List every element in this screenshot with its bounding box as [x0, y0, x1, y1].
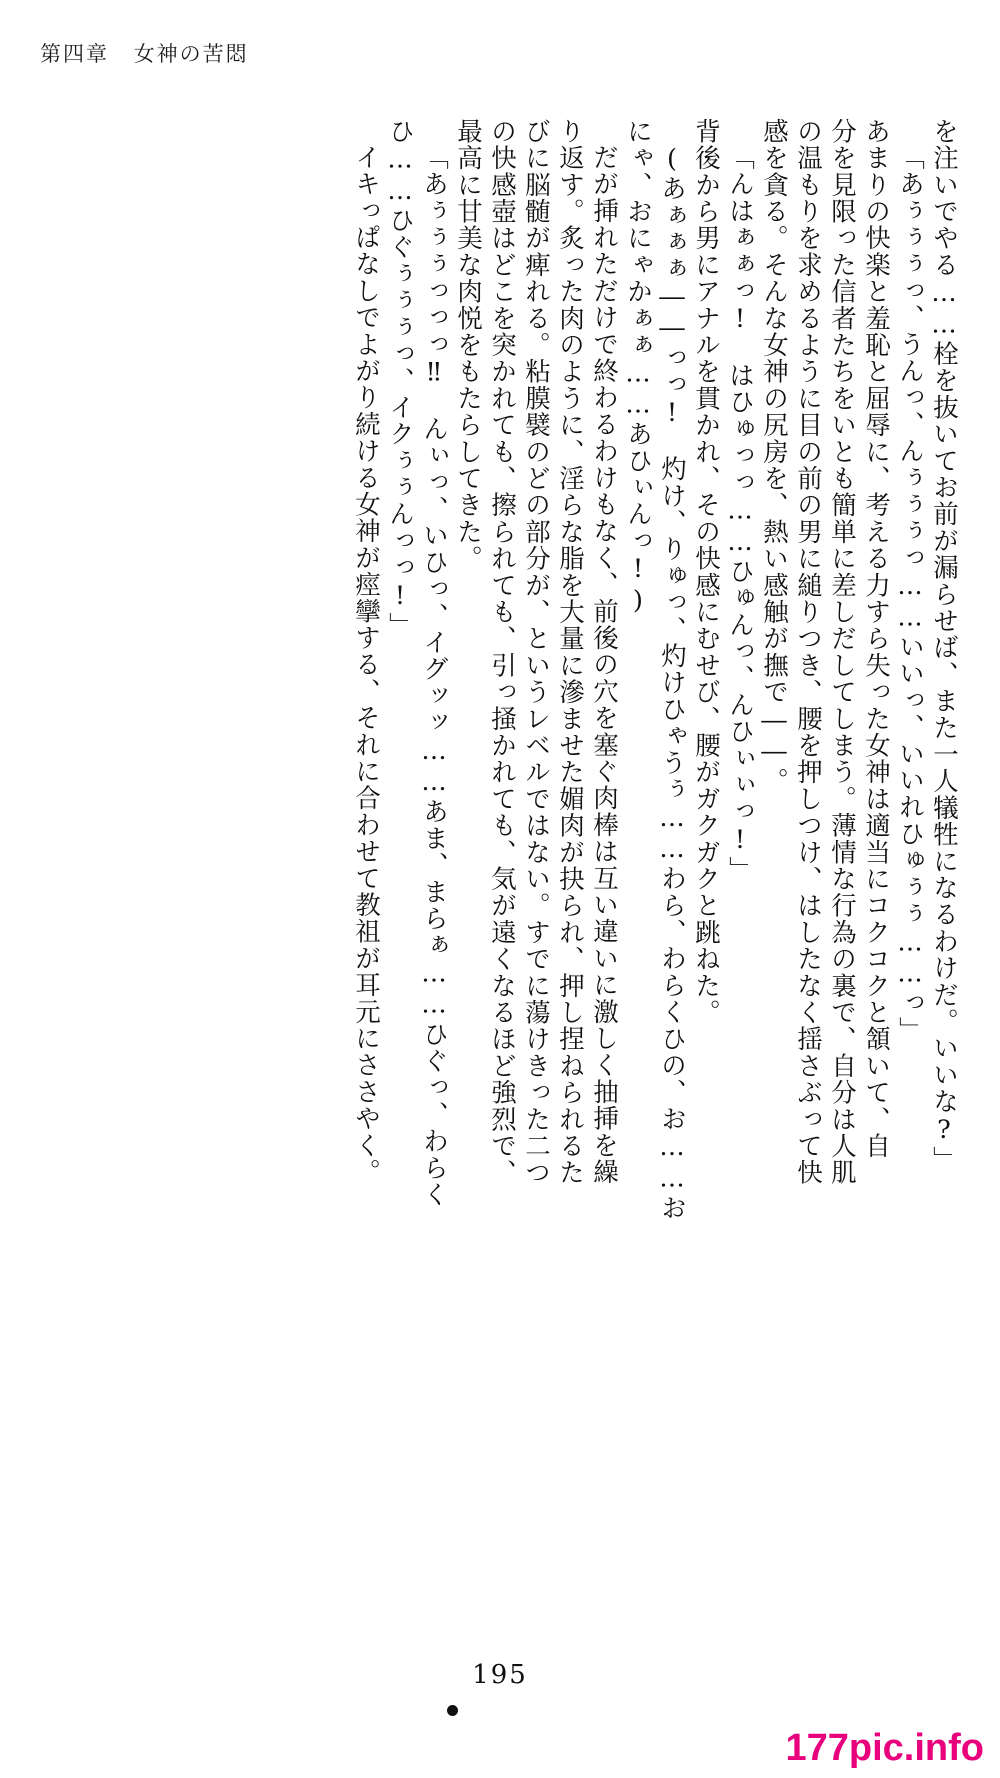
text-column: 背後から男にアナルを貫かれ、その快感にむせび、腰がガクガクと跳ねた。 [691, 118, 721, 1026]
body-text-vertical [64, 118, 959, 1318]
text-column: にゃ、おにゃかぁぁ……あひぃんっ!) [623, 118, 653, 617]
text-column: 分を見限った信者たちをいとも簡単に差しだしてしまう。薄情な行為の裏で、自分は人肌 [827, 118, 857, 1186]
text-column: 最高に甘美な肉悦をもたらしてきた。 [453, 118, 483, 572]
folio-dot [447, 1705, 458, 1716]
text-column: あまりの快楽と羞恥と屈辱に、考える力すら失った女神は適当にコクコクと頷いて、自 [861, 118, 891, 1160]
text-column: 「あぅぅぅっ、うんっ、んぅぅぅっ……いいっ、いいれひゅぅぅ……っ」 [895, 144, 925, 1044]
watermark: 177pic.info [785, 1727, 984, 1769]
text-column: 感を貪る。そんな女神の尻房を、熱い感触が撫で――。 [759, 118, 789, 795]
text-column: 「んはぁぁっ! はひゅっっ……ひゅんっ、んひぃぃっ!」 [725, 144, 755, 883]
chapter-title: 女神の苦悶 [133, 42, 249, 66]
page-number: 195 [472, 1660, 528, 1690]
text-column: の快感壺はどこを突かれても、擦られても、引っ掻かれても、気が遠くなるほど強烈で、 [487, 118, 517, 1186]
text-column: びに脳髄が痺れる。粘膜襞のどの部分が、というレベルではない。すでに蕩けきった二つ [521, 118, 551, 1186]
running-header [40, 38, 249, 68]
text-column: (あぁぁぁ――っっ! 灼け、りゅっ、灼けひゃうぅ……わら、わらくひの、お……お [657, 144, 687, 1222]
text-column: の温もりを求めるように目の前の男に縋りつき、腰を押しつけ、はしたなく揺さぶって快 [793, 118, 823, 1186]
text-column: イキっぱなしでよがり続ける女神が痙攣する、それに合わせて教祖が耳元にささやく。 [351, 144, 381, 1186]
text-column: 「あぅぅぅっっっ‼ んぃっ、いひっ、イグッッ……あま、まらぁ……ひぐっ、わらく [419, 144, 449, 1208]
text-column: り返す。炙った肉のように、淫らな脂を大量に滲ませた媚肉が抉られ、押し捏ねられるた [555, 118, 585, 1186]
text-column: だが挿れただけで終わるわけもなく、前後の穴を塞ぐ肉棒は互い違いに激しく抽挿を繰 [589, 144, 619, 1186]
text-column: を注いでやる……栓を抜いてお前が漏らせば、また一人犠牲になるわけだ。いいな?」 [929, 118, 959, 1173]
chapter-number: 第四章 [40, 42, 109, 66]
text-column: ひ……ひぐぅぅぅっ、イクぅぅんっっ!」 [385, 118, 415, 639]
